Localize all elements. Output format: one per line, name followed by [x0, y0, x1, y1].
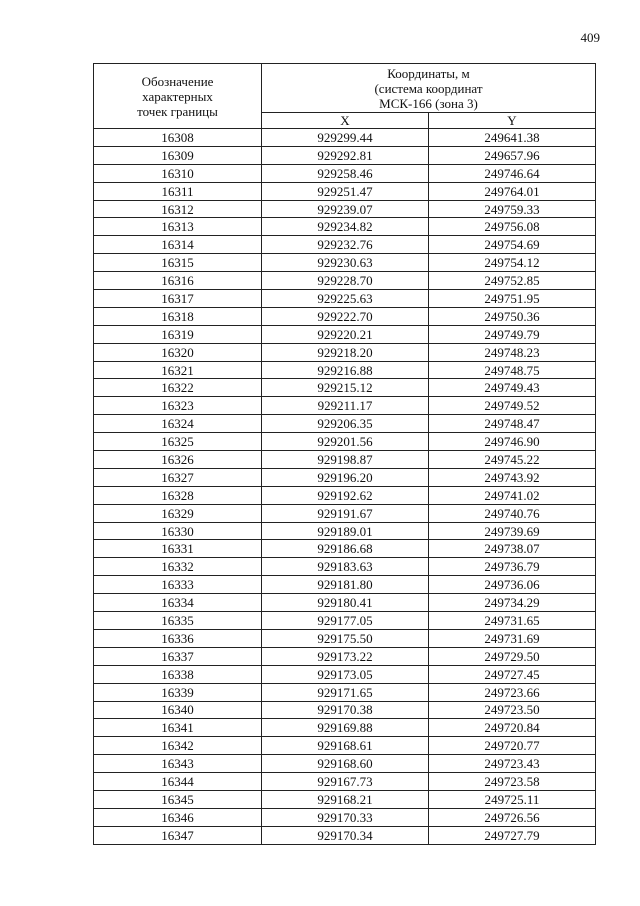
table-row — [94, 594, 596, 612]
x-coordinate-cell: 929239.07 — [262, 200, 429, 218]
coordinates-header — [262, 64, 596, 113]
x-coordinate-cell: 929234.82 — [262, 218, 429, 236]
y-coordinate-cell: 249741.02 — [429, 486, 596, 504]
y-coordinate-cell: 249751.95 — [429, 290, 596, 308]
point-cell: 16328 — [94, 486, 262, 504]
x-coordinate-cell: 929173.05 — [262, 665, 429, 683]
table-row — [94, 683, 596, 701]
point-cell: 16325 — [94, 433, 262, 451]
x-coordinate-cell: 929192.62 — [262, 486, 429, 504]
y-coordinate-cell: 249734.29 — [429, 594, 596, 612]
coords-header-line: МСК-166 (зона 3) — [379, 95, 478, 111]
y-coordinate-cell: 249729.50 — [429, 647, 596, 665]
table-row — [94, 379, 596, 397]
point-cell: 16333 — [94, 576, 262, 594]
y-coordinate-cell: 249748.75 — [429, 361, 596, 379]
point-cell: 16335 — [94, 612, 262, 630]
point-cell: 16312 — [94, 200, 262, 218]
x-column-header: X — [262, 113, 429, 129]
table-row — [94, 361, 596, 379]
y-coordinate-cell: 249726.56 — [429, 808, 596, 826]
point-cell: 16327 — [94, 468, 262, 486]
y-coordinate-cell: 249754.69 — [429, 236, 596, 254]
x-coordinate-cell: 929292.81 — [262, 146, 429, 164]
x-coordinate-cell: 929170.33 — [262, 808, 429, 826]
x-coordinate-cell: 929225.63 — [262, 290, 429, 308]
point-cell: 16311 — [94, 182, 262, 200]
x-coordinate-cell: 929167.73 — [262, 773, 429, 791]
table-row — [94, 236, 596, 254]
point-cell: 16344 — [94, 773, 262, 791]
table-body — [94, 129, 596, 845]
point-header-line: характерных — [142, 88, 213, 104]
point-cell: 16318 — [94, 307, 262, 325]
point-designation-header — [94, 64, 262, 129]
x-coordinate-cell: 929175.50 — [262, 629, 429, 647]
y-coordinate-cell: 249723.58 — [429, 773, 596, 791]
y-coordinate-cell: 249746.64 — [429, 164, 596, 182]
point-header-line: Обозначение — [141, 73, 214, 89]
y-coordinate-cell: 249738.07 — [429, 540, 596, 558]
point-cell: 16339 — [94, 683, 262, 701]
point-cell: 16320 — [94, 343, 262, 361]
table-row — [94, 146, 596, 164]
table-row — [94, 504, 596, 522]
y-coordinate-cell: 249764.01 — [429, 182, 596, 200]
coordinates-table — [93, 63, 596, 845]
table-row — [94, 433, 596, 451]
point-cell: 16309 — [94, 146, 262, 164]
table-row — [94, 468, 596, 486]
y-coordinate-cell: 249723.50 — [429, 701, 596, 719]
table-row — [94, 397, 596, 415]
y-coordinate-cell: 249754.12 — [429, 254, 596, 272]
x-coordinate-cell: 929216.88 — [262, 361, 429, 379]
x-coordinate-cell: 929171.65 — [262, 683, 429, 701]
y-coordinate-cell: 249749.79 — [429, 325, 596, 343]
y-coordinate-cell: 249720.77 — [429, 737, 596, 755]
y-coordinate-cell: 249641.38 — [429, 129, 596, 147]
table-row — [94, 415, 596, 433]
table-row — [94, 826, 596, 844]
point-cell: 16329 — [94, 504, 262, 522]
point-cell: 16342 — [94, 737, 262, 755]
point-cell: 16341 — [94, 719, 262, 737]
table-row — [94, 558, 596, 576]
y-coordinate-cell: 249731.65 — [429, 612, 596, 630]
x-coordinate-cell: 929181.80 — [262, 576, 429, 594]
y-coordinate-cell: 249750.36 — [429, 307, 596, 325]
x-coordinate-cell: 929168.60 — [262, 755, 429, 773]
y-coordinate-cell: 249743.92 — [429, 468, 596, 486]
table-row — [94, 218, 596, 236]
x-coordinate-cell: 929218.20 — [262, 343, 429, 361]
point-header-line: точек границы — [137, 103, 218, 119]
y-coordinate-cell: 249736.79 — [429, 558, 596, 576]
table-row — [94, 808, 596, 826]
x-coordinate-cell: 929220.21 — [262, 325, 429, 343]
table-row — [94, 773, 596, 791]
y-coordinate-cell: 249657.96 — [429, 146, 596, 164]
table-row — [94, 451, 596, 469]
table-row — [94, 540, 596, 558]
point-cell: 16332 — [94, 558, 262, 576]
x-coordinate-cell: 929183.63 — [262, 558, 429, 576]
y-coordinate-cell: 249723.43 — [429, 755, 596, 773]
y-coordinate-cell: 249745.22 — [429, 451, 596, 469]
x-coordinate-cell: 929232.76 — [262, 236, 429, 254]
x-coordinate-cell: 929170.38 — [262, 701, 429, 719]
table-row — [94, 576, 596, 594]
table-header — [94, 64, 596, 129]
x-coordinate-cell: 929196.20 — [262, 468, 429, 486]
point-cell: 16336 — [94, 629, 262, 647]
x-coordinate-cell: 929177.05 — [262, 612, 429, 630]
table-row — [94, 647, 596, 665]
point-cell: 16317 — [94, 290, 262, 308]
y-coordinate-cell: 249739.69 — [429, 522, 596, 540]
point-cell: 16330 — [94, 522, 262, 540]
point-cell: 16347 — [94, 826, 262, 844]
table-row — [94, 200, 596, 218]
table-row — [94, 629, 596, 647]
x-coordinate-cell: 929228.70 — [262, 272, 429, 290]
y-coordinate-cell: 249756.08 — [429, 218, 596, 236]
y-coordinate-cell: 249749.43 — [429, 379, 596, 397]
x-coordinate-cell: 929230.63 — [262, 254, 429, 272]
coords-header-line: (система координат — [374, 80, 483, 96]
y-coordinate-cell: 249731.69 — [429, 629, 596, 647]
point-cell: 16310 — [94, 164, 262, 182]
point-cell: 16314 — [94, 236, 262, 254]
point-cell: 16308 — [94, 129, 262, 147]
page-number: 409 — [580, 30, 600, 45]
table-row — [94, 290, 596, 308]
y-coordinate-cell: 249749.52 — [429, 397, 596, 415]
table-row — [94, 164, 596, 182]
x-coordinate-cell: 929201.56 — [262, 433, 429, 451]
table-row — [94, 665, 596, 683]
x-coordinate-cell: 929198.87 — [262, 451, 429, 469]
table-row — [94, 522, 596, 540]
point-cell: 16315 — [94, 254, 262, 272]
x-coordinate-cell: 929299.44 — [262, 129, 429, 147]
point-cell: 16345 — [94, 790, 262, 808]
y-coordinate-cell: 249736.06 — [429, 576, 596, 594]
table-row — [94, 790, 596, 808]
table-row — [94, 737, 596, 755]
x-coordinate-cell: 929168.61 — [262, 737, 429, 755]
y-coordinate-cell: 249727.45 — [429, 665, 596, 683]
y-coordinate-cell: 249746.90 — [429, 433, 596, 451]
table-row — [94, 182, 596, 200]
point-cell: 16337 — [94, 647, 262, 665]
y-coordinate-cell: 249748.47 — [429, 415, 596, 433]
x-coordinate-cell: 929258.46 — [262, 164, 429, 182]
x-coordinate-cell: 929170.34 — [262, 826, 429, 844]
table-row — [94, 612, 596, 630]
coords-header-line: Координаты, м — [387, 65, 470, 81]
point-cell: 16338 — [94, 665, 262, 683]
x-coordinate-cell: 929191.67 — [262, 504, 429, 522]
y-coordinate-cell: 249748.23 — [429, 343, 596, 361]
point-cell: 16321 — [94, 361, 262, 379]
table-row — [94, 325, 596, 343]
point-cell: 16316 — [94, 272, 262, 290]
y-coordinate-cell: 249720.84 — [429, 719, 596, 737]
table-row — [94, 755, 596, 773]
x-coordinate-cell: 929186.68 — [262, 540, 429, 558]
point-cell: 16319 — [94, 325, 262, 343]
point-cell: 16331 — [94, 540, 262, 558]
point-cell: 16313 — [94, 218, 262, 236]
point-cell: 16340 — [94, 701, 262, 719]
point-cell: 16343 — [94, 755, 262, 773]
x-coordinate-cell: 929173.22 — [262, 647, 429, 665]
table-row — [94, 486, 596, 504]
x-coordinate-cell: 929251.47 — [262, 182, 429, 200]
x-coordinate-cell: 929168.21 — [262, 790, 429, 808]
y-coordinate-cell: 249740.76 — [429, 504, 596, 522]
table-row — [94, 307, 596, 325]
point-cell: 16346 — [94, 808, 262, 826]
point-cell: 16324 — [94, 415, 262, 433]
y-column-header: Y — [429, 113, 596, 129]
x-coordinate-cell: 929180.41 — [262, 594, 429, 612]
x-coordinate-cell: 929211.17 — [262, 397, 429, 415]
table-row — [94, 129, 596, 147]
table-row — [94, 701, 596, 719]
x-coordinate-cell: 929222.70 — [262, 307, 429, 325]
table-row — [94, 254, 596, 272]
y-coordinate-cell: 249752.85 — [429, 272, 596, 290]
y-coordinate-cell: 249723.66 — [429, 683, 596, 701]
x-coordinate-cell: 929169.88 — [262, 719, 429, 737]
x-coordinate-cell: 929215.12 — [262, 379, 429, 397]
x-coordinate-cell: 929189.01 — [262, 522, 429, 540]
point-cell: 16334 — [94, 594, 262, 612]
x-coordinate-cell: 929206.35 — [262, 415, 429, 433]
point-cell: 16323 — [94, 397, 262, 415]
y-coordinate-cell: 249759.33 — [429, 200, 596, 218]
point-cell: 16322 — [94, 379, 262, 397]
y-coordinate-cell: 249725.11 — [429, 790, 596, 808]
point-cell: 16326 — [94, 451, 262, 469]
table-row — [94, 343, 596, 361]
table-row — [94, 719, 596, 737]
table-row — [94, 272, 596, 290]
y-coordinate-cell: 249727.79 — [429, 826, 596, 844]
